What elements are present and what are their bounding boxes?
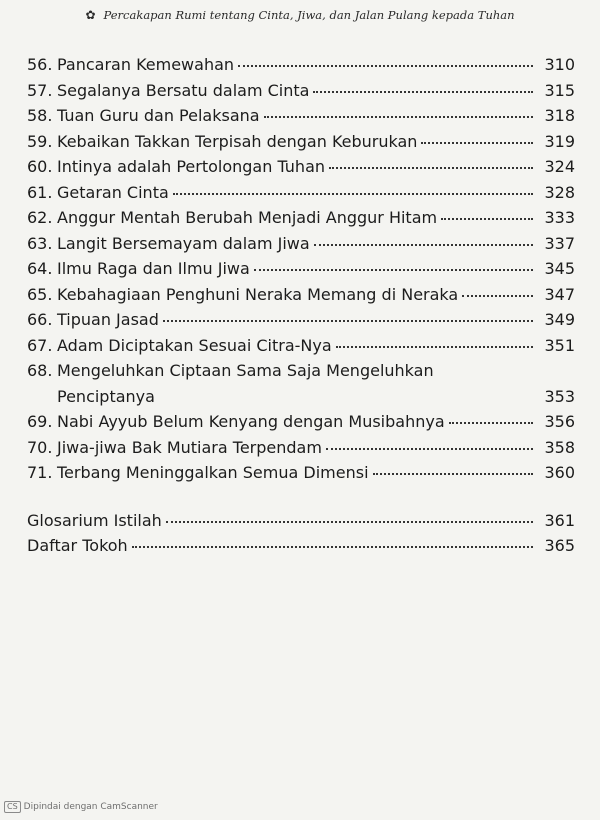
toc-entry-continuation[interactable] — [27, 384, 575, 410]
dot-leader — [163, 320, 533, 322]
entry-number: 62. — [27, 208, 53, 227]
entry-number: 57. — [27, 80, 53, 100]
toc-entry[interactable] — [27, 154, 575, 180]
entry-title: Segalanya Bersatu dalam Cinta — [57, 80, 310, 100]
flower-ornament-icon: ✿ — [85, 8, 96, 22]
entry-page: 361 — [544, 510, 575, 530]
toc-entry[interactable] — [27, 307, 575, 333]
entry-number: 68. — [27, 361, 53, 380]
entry-title: Ilmu Raga dan Ilmu Jiwa — [57, 259, 250, 278]
entry-page: 328 — [544, 182, 575, 202]
entry-title: Adam Diciptakan Sesuai Citra-Nya — [57, 335, 332, 355]
entry-title: Kebaikan Takkan Terpisah dengan Keburukan — [57, 131, 418, 151]
dot-leader — [462, 295, 533, 297]
toc-entry[interactable] — [27, 460, 575, 486]
entry-title: Tuan Guru dan Pelaksana — [57, 106, 260, 125]
scanner-watermark — [4, 801, 158, 813]
dot-leader — [336, 346, 533, 348]
dot-leader — [449, 422, 533, 424]
dot-leader — [421, 142, 533, 144]
entry-page: 310 — [544, 55, 575, 74]
entry-title: Tipuan Jasad — [57, 310, 159, 329]
entry-page: 347 — [544, 284, 575, 304]
entry-title: Daftar Tokoh — [27, 536, 128, 555]
entry-page: 351 — [544, 335, 575, 355]
toc-entry[interactable] — [27, 435, 575, 461]
dot-leader — [329, 167, 533, 169]
entry-page: 324 — [544, 157, 575, 176]
toc-entry[interactable] — [27, 358, 575, 384]
entry-page: 333 — [544, 208, 575, 227]
dot-leader — [326, 448, 533, 450]
running-header — [0, 8, 600, 22]
dot-leader — [264, 116, 533, 118]
entry-title: Anggur Mentah Berubah Menjadi Anggur Hitam — [57, 208, 438, 227]
dot-leader — [373, 473, 533, 475]
entry-title: Terbang Meninggalkan Semua Dimensi — [57, 463, 369, 482]
camscanner-logo-icon: CS — [4, 801, 21, 813]
dot-leader — [313, 91, 533, 93]
toc-appendix-entry[interactable] — [27, 533, 575, 559]
toc-entry[interactable] — [27, 129, 575, 155]
entry-number: 56. — [27, 55, 53, 74]
entry-page: 353 — [544, 386, 575, 406]
entry-number: 63. — [27, 233, 53, 253]
entry-title: Jiwa-jiwa Bak Mutiara Terpendam — [57, 437, 322, 457]
entry-page: 358 — [544, 437, 575, 457]
toc-entry[interactable] — [27, 205, 575, 231]
toc-entry[interactable] — [27, 103, 575, 129]
entry-page: 318 — [544, 106, 575, 125]
entry-page: 315 — [544, 80, 575, 100]
table-of-contents — [27, 52, 575, 559]
entry-number: 66. — [27, 310, 53, 329]
scanner-watermark-text: Dipindai dengan CamScanner — [23, 802, 158, 812]
toc-entry[interactable] — [27, 282, 575, 308]
entry-title: Mengeluhkan Ciptaan Sama Saja Mengeluhkan — [57, 361, 434, 380]
dot-leader — [132, 546, 533, 548]
entry-page: 365 — [544, 536, 575, 555]
dot-leader — [441, 218, 533, 220]
entry-title: Pancaran Kemewahan — [57, 55, 235, 74]
toc-entry[interactable] — [27, 231, 575, 257]
dot-leader — [314, 244, 533, 246]
toc-entry[interactable] — [27, 52, 575, 78]
toc-appendix-entry[interactable] — [27, 508, 575, 534]
toc-entry[interactable] — [27, 333, 575, 359]
dot-leader — [173, 193, 533, 195]
entry-number: 65. — [27, 284, 53, 304]
entry-number: 61. — [27, 182, 53, 202]
entry-title: Getaran Cinta — [57, 182, 169, 202]
entry-title: Nabi Ayyub Belum Kenyang dengan Musibahnya — [57, 412, 445, 431]
toc-entry[interactable] — [27, 180, 575, 206]
entry-page: 356 — [544, 412, 575, 431]
entry-page: 319 — [544, 131, 575, 151]
entry-number: 70. — [27, 437, 53, 457]
entry-number: 64. — [27, 259, 53, 278]
entry-number: 69. — [27, 412, 53, 431]
toc-entry[interactable] — [27, 78, 575, 104]
entry-number: 67. — [27, 335, 53, 355]
entry-title: Langit Bersemayam dalam Jiwa — [57, 233, 310, 253]
entry-number: 59. — [27, 131, 53, 151]
entry-title: Glosarium Istilah — [27, 510, 162, 530]
toc-entry[interactable] — [27, 256, 575, 282]
entry-title-continued: Penciptanya — [57, 386, 155, 406]
dot-leader — [238, 65, 533, 67]
dot-leader — [254, 269, 533, 271]
dot-leader — [166, 521, 533, 523]
entry-title: Kebahagiaan Penghuni Neraka Memang di Neraka — [57, 284, 459, 304]
entry-page: 337 — [544, 233, 575, 253]
entry-page: 360 — [544, 463, 575, 482]
section-gap — [27, 486, 575, 508]
entry-number: 60. — [27, 157, 53, 176]
entry-page: 345 — [544, 259, 575, 278]
entry-title: Intinya adalah Pertolongan Tuhan — [57, 157, 326, 176]
entry-number: 58. — [27, 106, 53, 125]
running-title: Percakapan Rumi tentang Cinta, Jiwa, dan Jalan Pulang kepada Tuhan — [103, 8, 515, 22]
entry-number: 71. — [27, 463, 53, 482]
toc-entry[interactable] — [27, 409, 575, 435]
entry-page: 349 — [544, 310, 575, 329]
